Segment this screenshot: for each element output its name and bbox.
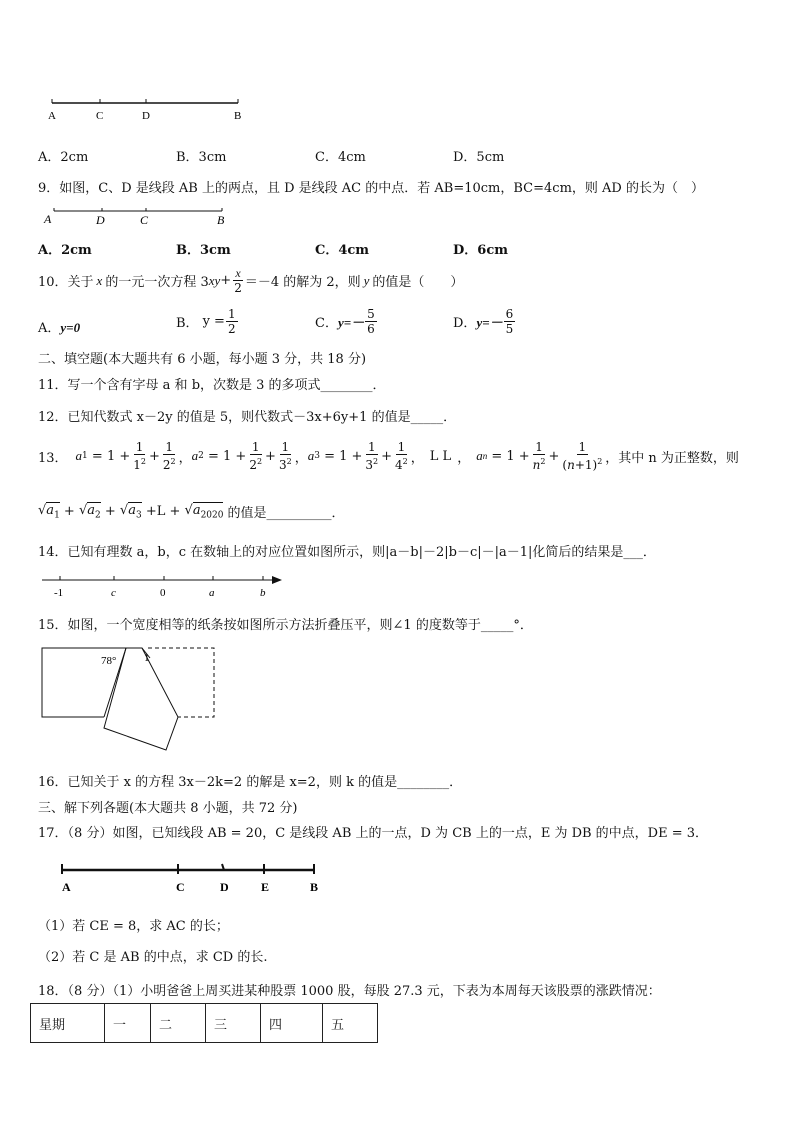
section-heading-fill-blank: 二、填空题(本大题共有 6 小题，每小题 3 分，共 18 分) xyxy=(38,352,367,367)
q17-text: 17．（8 分）如图，已知线段 AB = 20，C 是线段 AB 上的一点，D 为 CB 上的一点，E 为 DB 的中点，DE = 3． xyxy=(38,826,709,841)
axis-label: -1 xyxy=(54,587,64,599)
table-cell: 星期 xyxy=(31,1004,105,1043)
angle-label: 1 xyxy=(144,652,150,664)
fraction: $\frac{5}{6}$ xyxy=(367,307,375,336)
point-label: D xyxy=(96,213,105,227)
table-cell: 四 xyxy=(261,1004,323,1043)
q10-option-a[interactable]: A．y=0 xyxy=(38,320,81,336)
table-row xyxy=(31,1004,378,1043)
q10-option-d[interactable]: D． y=－ $\frac{6}{5}$ xyxy=(453,307,514,336)
q17-sub2: （2）若 C 是 AB 的中点，求 CD 的长. xyxy=(38,950,268,965)
section-heading-solve: 三、解下列各题(本大题共 8 小题，共 72 分) xyxy=(38,801,298,816)
table-cell: 三 xyxy=(206,1004,261,1043)
q10-option-b[interactable]: B． y = $\frac{1}{2}$ xyxy=(176,307,236,336)
q17-segment-figure xyxy=(56,860,336,896)
angle-label: 78° xyxy=(101,655,117,667)
axis-label: a xyxy=(209,587,215,599)
q9-option-d[interactable]: D．6cm xyxy=(453,243,508,258)
q9-option-a[interactable]: A．2cm xyxy=(38,243,92,258)
q8-option-b[interactable]: B．3cm xyxy=(176,150,227,165)
q10-text: 10．关于 x 的一元一次方程 3 xy + $\frac{x}{2}$ ＝－4 的解为 2，则 y 的值是（ ） xyxy=(38,266,464,295)
point-label: C xyxy=(140,213,149,227)
q13-line2: $√a_1$ + $√a_2$ + $√a_3$ +L + $√a_{2020}$ 的值是__________． xyxy=(38,502,345,521)
q14-text: 14．已知有理数 a，b，c 在数轴上的对应位置如图所示，则|a－b|－2|b－c|－|a－1|化简后的结果是___． xyxy=(38,545,656,560)
q9-option-c[interactable]: C．4cm xyxy=(315,243,370,258)
q17-sub1: （1）若 CE = 8，求 AC 的长； xyxy=(38,919,229,934)
q11-text: 11．写一个含有字母 a 和 b，次数是 3 的多项式________． xyxy=(38,378,386,393)
q8-option-a[interactable]: A．2cm xyxy=(38,150,89,165)
point-label: E xyxy=(261,880,270,894)
q8-option-d[interactable]: D．5cm xyxy=(453,150,505,165)
segment-figure-top xyxy=(40,95,260,125)
axis-label: c xyxy=(111,587,116,599)
fraction: $\frac{6}{5}$ xyxy=(505,307,514,336)
q9-option-b[interactable]: B．3cm xyxy=(176,243,231,258)
point-label: A xyxy=(48,110,56,122)
table-cell: 二 xyxy=(151,1004,206,1043)
q12-text: 12．已知代数式 x－2y 的值是 5，则代数式－3x+6y+1 的值是_____． xyxy=(38,410,457,425)
q15-folded-strip-figure xyxy=(38,644,228,754)
axis-label: b xyxy=(260,587,266,599)
point-label: D xyxy=(220,880,229,894)
q14-number-line xyxy=(38,570,288,602)
point-label: C xyxy=(96,110,104,122)
point-label: C xyxy=(176,880,185,894)
q15-text: 15．如图，一个宽度相等的纸条按如图所示方法折叠压平，则∠1 的度数等于_____°． xyxy=(38,618,533,633)
point-label: A xyxy=(62,880,71,894)
table-cell: 一 xyxy=(105,1004,151,1043)
q16-text: 16．已知关于 x 的方程 3x－2k=2 的解是 x=2，则 k 的值是________． xyxy=(38,775,463,790)
q9-segment-figure xyxy=(40,203,240,229)
fraction: $\frac{1}{2}$ xyxy=(227,307,236,336)
axis-label: 0 xyxy=(160,587,166,599)
fraction: $\frac{x}{2}$ xyxy=(234,266,242,295)
point-label: D xyxy=(142,110,150,122)
q8-option-c[interactable]: C．4cm xyxy=(315,150,366,165)
stock-week-table xyxy=(30,1003,378,1043)
point-label: B xyxy=(217,213,225,227)
point-label: A xyxy=(44,212,52,226)
q10-option-c[interactable]: C． y=－ $\frac{5}{6}$ xyxy=(315,307,375,336)
q18-text: 18．（8 分）（1）小明爸爸上周买进某种股票 1000 股，每股 27.3 元，下表为本周每天该股票的涨跌情况： xyxy=(38,984,661,999)
table-cell: 五 xyxy=(323,1004,378,1043)
point-label: B xyxy=(310,880,319,894)
point-label: B xyxy=(234,110,242,122)
q13-text: 13． a 1 = 1 + $\frac{1}{1^2}$ + $\frac{1}{2^2}$ ， a 2 = 1 + $\frac{1}{2^2}$ + $\frac{1}{3^2}$ ， a 3 = 1 + $\frac{1}{3^2}$ + $\frac{1}{4^2}$ ， L L ， a n = 1 + $\frac{1}{n^2}$ + $\frac{1}{(n+1)^2}$ ，其中 n 为正整数，则 xyxy=(38,440,739,472)
q9-text: 9．如图，C、D 是线段 AB 上的两点，且 D 是线段 AC 的中点．若 AB=10cm，BC=4cm，则 AD 的长为（ ） xyxy=(38,181,704,196)
